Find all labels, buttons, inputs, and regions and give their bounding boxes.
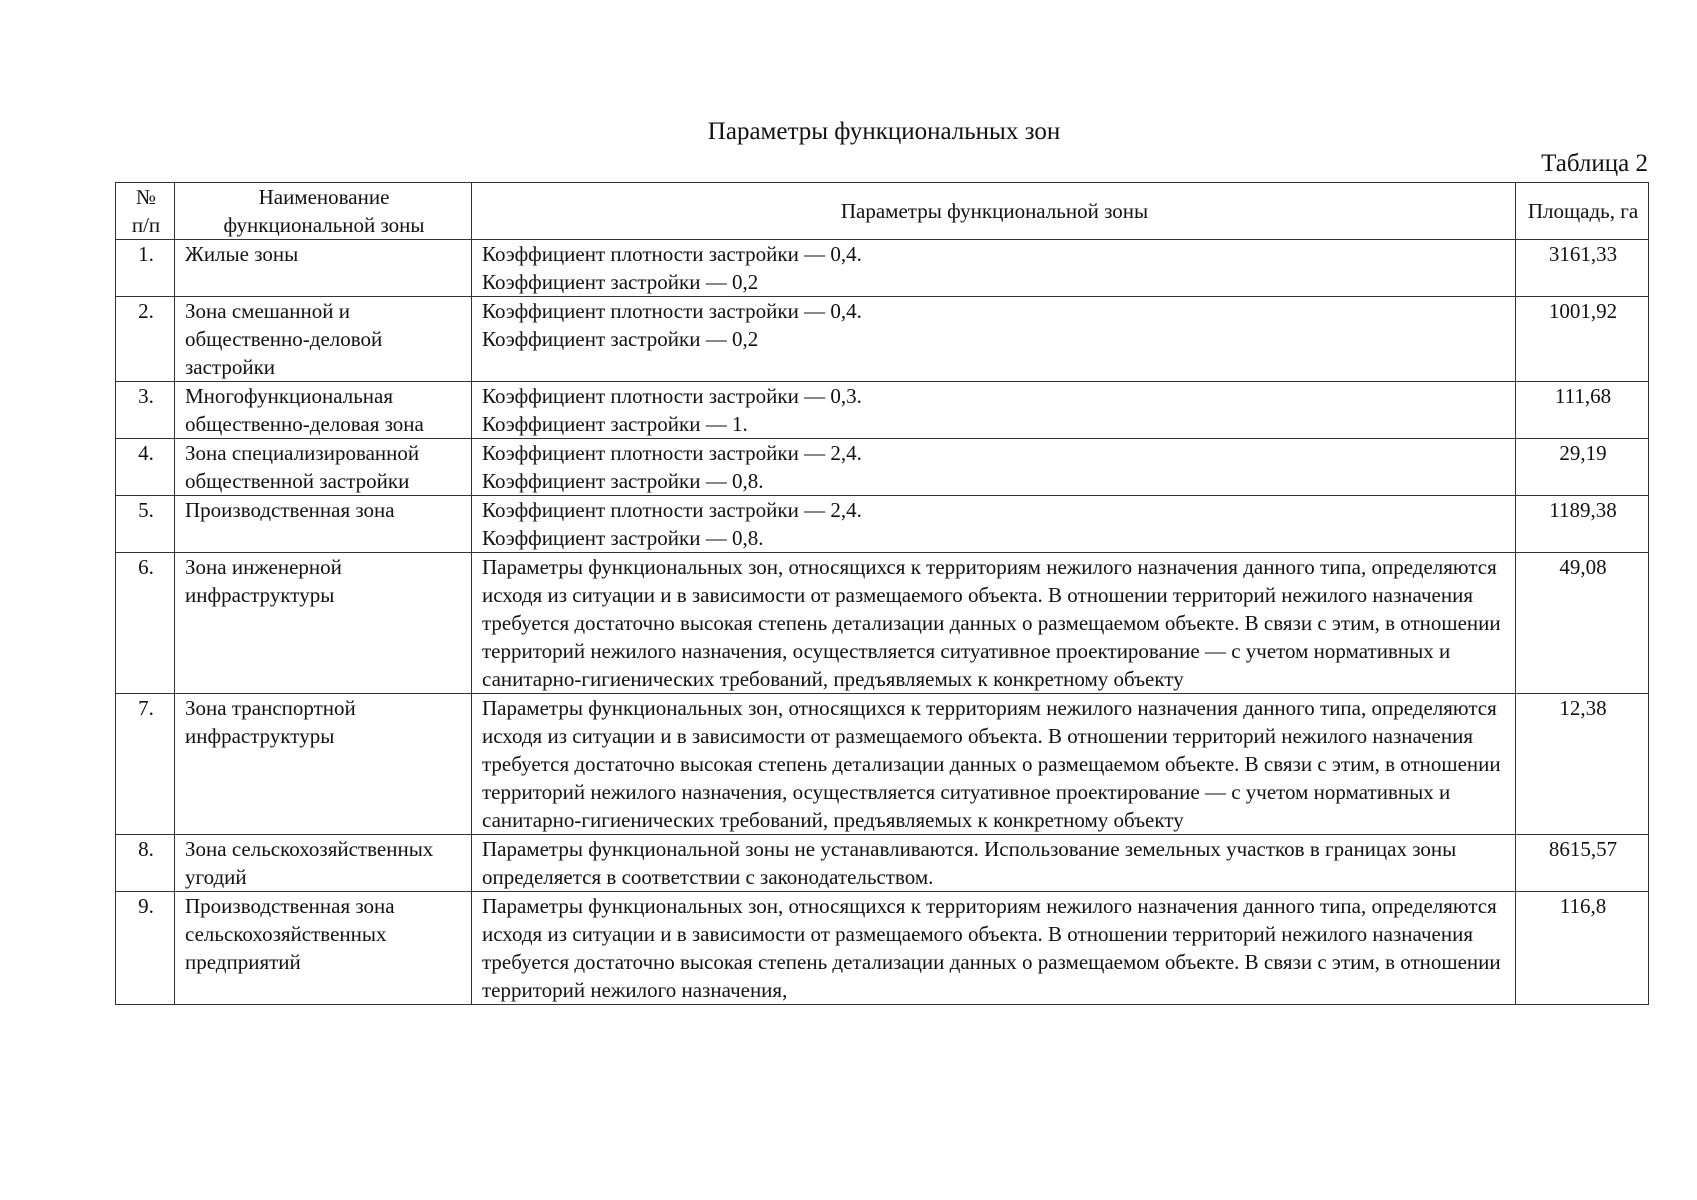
zone-name: Зона смешанной и общественно-деловой застройки (175, 297, 472, 382)
zone-area: 49,08 (1516, 553, 1649, 694)
row-number: 2. (116, 297, 175, 382)
param-line: Параметры функциональных зон, относящихся к территориям нежилого назначения данного типа, определяются исходя из ситуации и в зависимости от размещаемого объекта. В отношении территорий нежилого назначения требуется достаточно высокая степень детализации данных о размещаемом объекте. В связи с этим, в отношении территорий нежилого назначения, осуществляется ситуативное проектирование — с учетом нормативных и санитарно-гигиенических требований, предъявляемых к конкретному объекту (482, 555, 1501, 691)
table-row (116, 835, 1649, 892)
zone-params (472, 382, 1516, 439)
zone-area: 12,38 (1516, 694, 1649, 835)
zone-params (472, 439, 1516, 496)
table-row (116, 439, 1649, 496)
param-line: Коэффициент плотности застройки — 2,4. (482, 498, 862, 522)
param-line: Коэффициент плотности застройки — 0,3. (482, 384, 862, 408)
header-name: Наименование функциональной зоны (175, 183, 472, 240)
param-line: Коэффициент застройки — 0,2 (482, 270, 759, 294)
table-header-row (116, 183, 1649, 240)
zone-area: 3161,33 (1516, 240, 1649, 297)
zone-params (472, 553, 1516, 694)
param-line: Параметры функциональных зон, относящихся к территориям нежилого назначения данного типа, определяются исходя из ситуации и в зависимости от размещаемого объекта. В отношении территорий нежилого назначения требуется достаточно высокая степень детализации данных о размещаемом объекте. В связи с этим, в отношении территорий нежилого назначения, осуществляется ситуативное проектирование — с учетом нормативных и санитарно-гигиенических требований, предъявляемых к конкретному объекту (482, 696, 1501, 832)
param-line: Коэффициент плотности застройки — 0,4. (482, 242, 862, 266)
zone-params (472, 240, 1516, 297)
document-title: Параметры функциональных зон (707, 118, 1061, 145)
zone-name: Производственная зона (175, 496, 472, 553)
zone-params (472, 496, 1516, 553)
row-number: 1. (116, 240, 175, 297)
header-num: № п/п (116, 183, 175, 240)
table-row (116, 553, 1649, 694)
table-row (116, 892, 1649, 1005)
row-number: 8. (116, 835, 175, 892)
header-params: Параметры функциональной зоны (472, 183, 1516, 240)
param-line: Коэффициент застройки — 0,2 (482, 327, 759, 351)
zone-area: 111,68 (1516, 382, 1649, 439)
zone-name: Многофункциональная общественно-деловая зона (175, 382, 472, 439)
zone-area: 29,19 (1516, 439, 1649, 496)
zone-name: Жилые зоны (175, 240, 472, 297)
table-row (116, 382, 1649, 439)
zone-params-clip (482, 892, 1507, 1003)
table-row (116, 297, 1649, 382)
param-line: Параметры функциональной зоны не устанавливаются. Использование земельных участков в границах зоны определяется в соответствии с законодательством. (482, 837, 1457, 889)
zone-params (472, 297, 1516, 382)
zone-area: 116,8 (1516, 892, 1649, 1005)
zone-area: 1001,92 (1516, 297, 1649, 382)
row-number: 5. (116, 496, 175, 553)
zone-name: Зона инженерной инфраструктуры (175, 553, 472, 694)
table-body (116, 240, 1649, 1005)
table-row (116, 240, 1649, 297)
table-row (116, 496, 1649, 553)
zone-params (472, 835, 1516, 892)
zone-name: Зона транспортной инфраструктуры (175, 694, 472, 835)
param-line: Коэффициент плотности застройки — 0,4. (482, 299, 862, 323)
zones-table (115, 182, 1649, 1005)
table-row (116, 694, 1649, 835)
row-number: 7. (116, 694, 175, 835)
param-line: Коэффициент застройки — 0,8. (482, 469, 764, 493)
zone-area: 8615,57 (1516, 835, 1649, 892)
zone-area: 1189,38 (1516, 496, 1649, 553)
param-line: Коэффициент застройки — 0,8. (482, 526, 764, 550)
param-line: Коэффициент плотности застройки — 2,4. (482, 441, 862, 465)
zone-name: Производственная зона сельскохозяйственных предприятий (175, 892, 472, 1005)
row-number: 9. (116, 892, 175, 1005)
header-area: Площадь, га (1516, 183, 1649, 240)
zone-params (472, 694, 1516, 835)
zone-name: Зона сельскохозяйственных угодий (175, 835, 472, 892)
row-number: 4. (116, 439, 175, 496)
table-label: Таблица 2 (1541, 150, 1648, 177)
row-number: 3. (116, 382, 175, 439)
zone-params (472, 892, 1516, 1005)
param-line: Параметры функциональных зон, относящихся к территориям нежилого назначения данного типа, определяются исходя из ситуации и в зависимости от размещаемого объекта. В отношении территорий нежилого назначения требуется достаточно высокая степень детализации данных о размещаемом объекте. В связи с этим, в отношении территорий нежилого назначения, (482, 894, 1501, 1002)
param-line: Коэффициент застройки — 1. (482, 412, 748, 436)
zone-name: Зона специализированной общественной застройки (175, 439, 472, 496)
row-number: 6. (116, 553, 175, 694)
